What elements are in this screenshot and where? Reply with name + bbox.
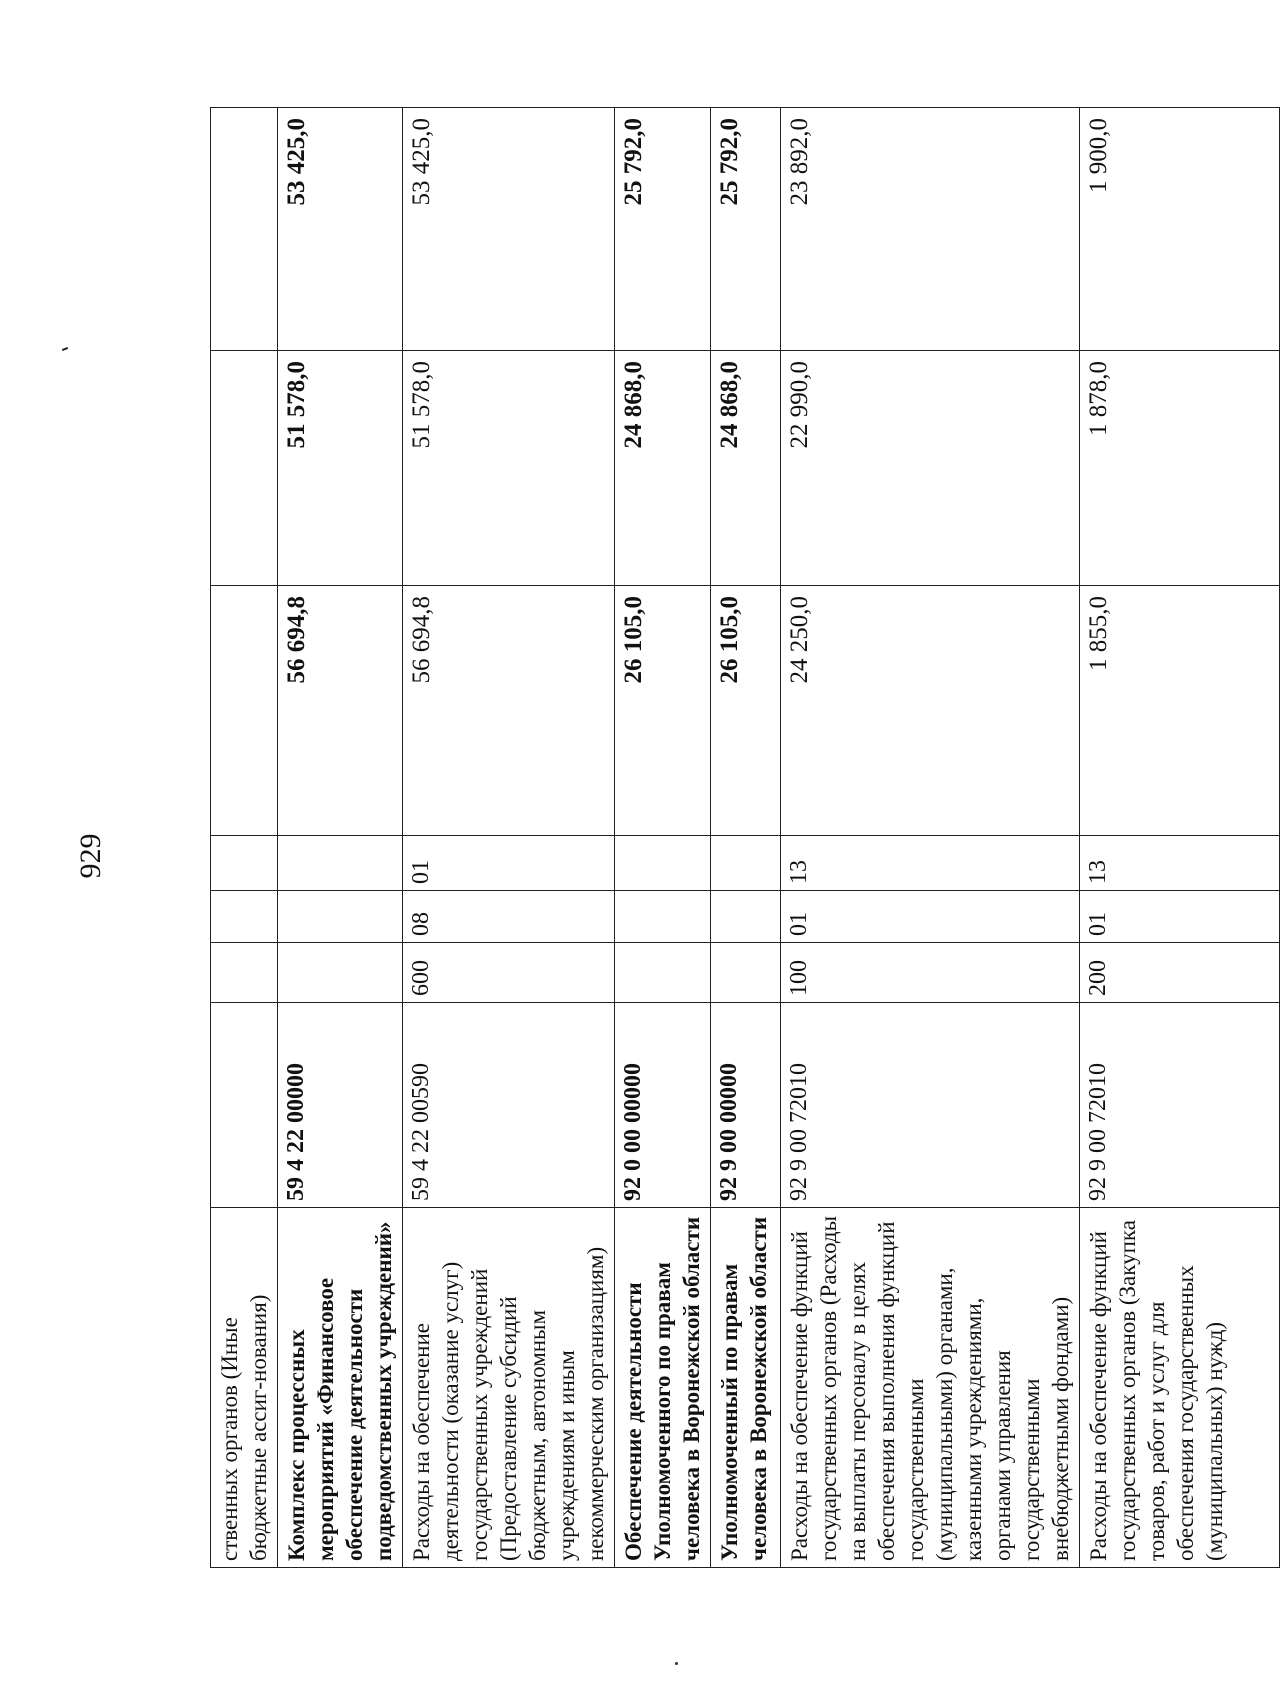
row-code: 92 9 00 72010 bbox=[781, 1003, 1080, 1208]
row-value-3: 25 792,0 bbox=[711, 108, 781, 351]
row-code: 92 0 00 00000 bbox=[615, 1003, 711, 1208]
row-value-1 bbox=[211, 586, 278, 836]
row-value-2: 1 878,0 bbox=[1080, 351, 1280, 586]
row-rz bbox=[615, 891, 711, 943]
row-pr bbox=[278, 836, 403, 891]
budget-table bbox=[210, 107, 1280, 1568]
row-rz: 01 bbox=[1080, 891, 1280, 943]
row-rz: 01 bbox=[781, 891, 1080, 943]
table-row bbox=[615, 108, 711, 1568]
row-value-1: 1 855,0 bbox=[1080, 586, 1280, 836]
table-row bbox=[1080, 108, 1280, 1568]
row-rz: 08 bbox=[403, 891, 615, 943]
row-value-1: 26 105,0 bbox=[615, 586, 711, 836]
row-value-2 bbox=[211, 351, 278, 586]
table-row bbox=[211, 108, 278, 1568]
row-name: Комплекс процессных мероприятий «Финансовое обеспечение деятельности подведомственных учреждений» bbox=[278, 1208, 403, 1568]
row-name: Расходы на обеспечение функций государственных органов (Расходы на выплаты персоналу в целях обеспечения выполнения функций государственными (муниципальными) органами, казенными учреждениями, органами управления государственными внебюджетными фондами) bbox=[781, 1208, 1080, 1568]
row-value-3 bbox=[211, 108, 278, 351]
scan-speck bbox=[62, 347, 68, 351]
budget-table-sheet bbox=[210, 108, 1227, 1568]
row-name: ственных органов (Иные бюджетные ассиг-нования) bbox=[211, 1208, 278, 1568]
row-vr: 200 bbox=[1080, 943, 1280, 1003]
row-value-1: 26 105,0 bbox=[711, 586, 781, 836]
table-row bbox=[711, 108, 781, 1568]
row-value-1: 24 250,0 bbox=[781, 586, 1080, 836]
row-pr bbox=[711, 836, 781, 891]
row-vr bbox=[615, 943, 711, 1003]
row-pr bbox=[615, 836, 711, 891]
page-number: 929 bbox=[74, 833, 107, 879]
row-value-2: 51 578,0 bbox=[278, 351, 403, 586]
row-rz bbox=[278, 891, 403, 943]
row-value-2: 24 868,0 bbox=[615, 351, 711, 586]
row-rz bbox=[211, 891, 278, 943]
table-row bbox=[278, 108, 403, 1568]
row-value-2: 51 578,0 bbox=[403, 351, 615, 586]
row-code: 59 4 22 00590 bbox=[403, 1003, 615, 1208]
row-value-3: 25 792,0 bbox=[615, 108, 711, 351]
table-row bbox=[781, 108, 1080, 1568]
row-value-2: 22 990,0 bbox=[781, 351, 1080, 586]
row-value-3: 53 425,0 bbox=[278, 108, 403, 351]
row-value-3: 23 892,0 bbox=[781, 108, 1080, 351]
row-vr bbox=[711, 943, 781, 1003]
row-value-1: 56 694,8 bbox=[403, 586, 615, 836]
row-code: 59 4 22 00000 bbox=[278, 1003, 403, 1208]
row-name: Расходы на обеспечение функций государственных органов (Закупка товаров, работ и услуг для обеспечения государственных (муниципальных) нужд) bbox=[1080, 1208, 1280, 1568]
row-vr bbox=[211, 943, 278, 1003]
row-name: Уполномоченный по правам человека в Воронежской области bbox=[711, 1208, 781, 1568]
row-pr: 01 bbox=[403, 836, 615, 891]
row-pr: 13 bbox=[1080, 836, 1280, 891]
scan-speck bbox=[675, 1662, 678, 1665]
row-value-1: 56 694,8 bbox=[278, 586, 403, 836]
row-vr: 600 bbox=[403, 943, 615, 1003]
row-pr: 13 bbox=[781, 836, 1080, 891]
row-name: Обеспечение деятельности Уполномоченного по правам человека в Воронежской области bbox=[615, 1208, 711, 1568]
row-rz bbox=[711, 891, 781, 943]
budget-table-container bbox=[210, 108, 1227, 1568]
row-name: Расходы на обеспечение деятельности (оказание услуг) государственных учреждений (Предоставление субсидий бюджетным, автономным учреждениям и иным некоммерческим организациям) bbox=[403, 1208, 615, 1568]
row-value-3: 1 900,0 bbox=[1080, 108, 1280, 351]
row-vr: 100 bbox=[781, 943, 1080, 1003]
row-pr bbox=[211, 836, 278, 891]
row-code: 92 9 00 00000 bbox=[711, 1003, 781, 1208]
row-code: 92 9 00 72010 bbox=[1080, 1003, 1280, 1208]
row-code bbox=[211, 1003, 278, 1208]
row-vr bbox=[278, 943, 403, 1003]
row-value-3: 53 425,0 bbox=[403, 108, 615, 351]
row-value-2: 24 868,0 bbox=[711, 351, 781, 586]
table-row bbox=[403, 108, 615, 1568]
